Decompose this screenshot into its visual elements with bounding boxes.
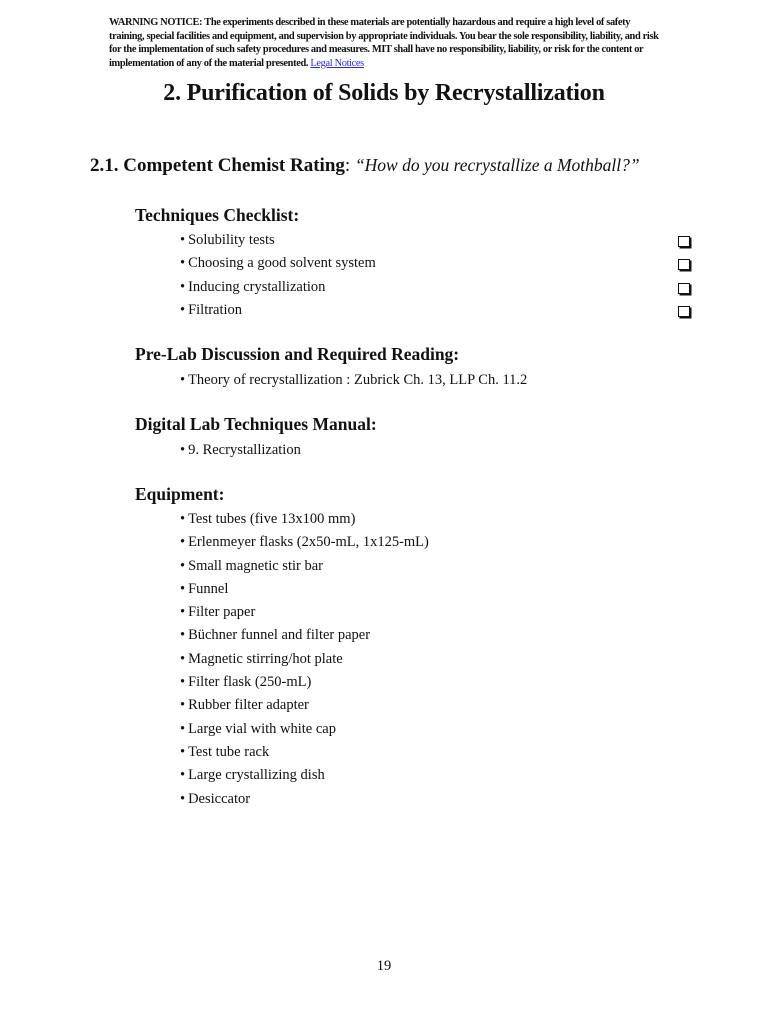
section-rating: Competent Chemist Rating <box>123 155 345 176</box>
bullet: • <box>180 650 186 667</box>
item-label: Large vial with white cap <box>188 720 336 737</box>
list-item <box>180 229 376 252</box>
item-label: Small magnetic stir bar <box>188 557 323 574</box>
item-label: Magnetic stirring/hot plate <box>188 650 343 667</box>
item-label: Choosing a good solvent system <box>188 255 376 272</box>
page-number: 19 <box>376 958 392 974</box>
list-item <box>180 764 429 787</box>
legal-notices-link[interactable]: Legal Notices <box>310 57 364 69</box>
bullet: • <box>180 767 186 784</box>
item-label: Large crystallizing dish <box>188 767 325 784</box>
equipment-list <box>180 508 429 811</box>
item-label: Inducing crystallization <box>188 278 326 295</box>
bullet: • <box>180 557 186 574</box>
bullet: • <box>180 743 186 760</box>
list-item <box>180 276 376 299</box>
item-label: Filter paper <box>188 604 256 621</box>
bullet: • <box>180 674 186 691</box>
item-label: Büchner funnel and filter paper <box>188 627 371 644</box>
item-label: 9. Recrystallization <box>188 442 301 458</box>
list-item <box>180 578 429 601</box>
bullet: • <box>180 255 186 272</box>
bullet: • <box>180 604 186 621</box>
item-label: Desiccator <box>188 790 251 807</box>
list-item <box>180 601 429 624</box>
list-item <box>180 252 376 275</box>
bullet: • <box>180 278 186 295</box>
warning-text: WARNING NOTICE: The experiments described in these materials are potentially hazardous and require a high level of safety training, special facilities and equipment, and supervision by appropriate individuals. You bear the sole responsibility, liability, and risk for the implementation of such safety procedures and measures. MIT shall have no responsibility, liability, or risk for the content or implementation of any of the material presented. <box>109 17 659 69</box>
bullet: • <box>180 301 186 318</box>
bullet: • <box>180 511 186 527</box>
item-label: Test tube rack <box>188 743 270 760</box>
list-item <box>180 531 429 554</box>
section-heading <box>90 155 640 177</box>
item-label: Rubber filter adapter <box>188 697 309 714</box>
digital-manual-heading: Digital Lab Techniques Manual: <box>135 414 377 434</box>
list-item <box>180 439 301 462</box>
prelab-list <box>180 369 527 392</box>
item-label: Theory of recrystallization : Zubrick Ch. 13, LLP Ch. 11.2 <box>188 372 528 388</box>
bullet: • <box>180 372 186 388</box>
item-label: Test tubes (five 13x100 mm) <box>188 511 356 527</box>
item-label: Funnel <box>188 580 229 597</box>
prelab-heading: Pre-Lab Discussion and Required Reading: <box>135 344 460 364</box>
list-item <box>180 624 429 647</box>
item-label: Filtration <box>188 301 243 318</box>
checkbox[interactable] <box>678 259 690 270</box>
section-quote: “How do you recrystallize a Mothball?” <box>354 155 640 175</box>
list-item <box>180 508 429 531</box>
list-item <box>180 788 429 811</box>
warning-notice <box>109 16 659 70</box>
item-label: Solubility tests <box>188 232 275 248</box>
page-title: 2. Purification of Solids by Recrystallization <box>163 80 605 106</box>
list-item <box>180 555 429 578</box>
list-item <box>180 741 429 764</box>
bullet: • <box>180 627 186 644</box>
section-number: 2.1. <box>90 155 119 176</box>
list-item <box>180 369 527 392</box>
bullet: • <box>180 534 186 551</box>
checkbox[interactable] <box>678 306 690 317</box>
list-item <box>180 299 376 322</box>
list-item <box>180 718 429 741</box>
checkbox[interactable] <box>678 236 690 247</box>
techniques-list <box>180 229 376 322</box>
equipment-heading: Equipment: <box>135 484 225 504</box>
list-item <box>180 671 429 694</box>
list-item <box>180 648 429 671</box>
techniques-heading: Techniques Checklist: <box>135 205 300 225</box>
list-item <box>180 694 429 717</box>
bullet: • <box>180 790 186 807</box>
item-label: Erlenmeyer flasks (2x50-mL, 1x125-mL) <box>188 534 429 551</box>
section-colon: : <box>344 155 351 176</box>
bullet: • <box>180 232 186 248</box>
checkbox[interactable] <box>678 283 690 294</box>
digital-manual-list <box>180 439 301 462</box>
item-label: Filter flask (250-mL) <box>188 674 312 691</box>
bullet: • <box>180 442 186 458</box>
bullet: • <box>180 697 186 714</box>
bullet: • <box>180 720 186 737</box>
bullet: • <box>180 580 186 597</box>
